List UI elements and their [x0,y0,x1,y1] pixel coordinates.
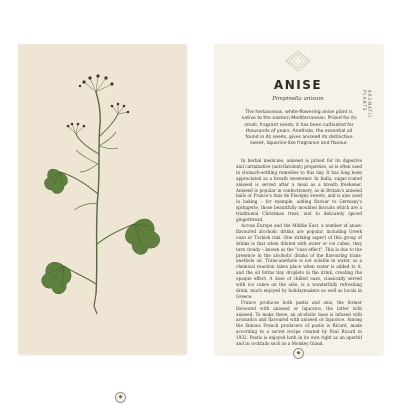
diamond-ornament-icon [284,50,312,72]
right-page-folio-mark: ◆ [293,348,304,359]
body-paragraph: France produces both pastis and anis, the former flavoured with aniseed or liquorice, the latter with aniseed. To make these, an alcoholic base is infused with aromatics and flavoured with aniseed or liquorice. Among the famous French producers of pastis is Ricard, made according to a secret recipe created by Paul Ricard in 1932. Pastis is enjoyed both in its own right as an aperitif and in cocktails such as a Monkey Gland. [236,299,362,347]
left-page-folio-mark: ◆ [115,392,126,403]
entry-body [236,158,362,347]
body-paragraph: In herbal medicine, aniseed is prized for its digestive and carminative (anti-flatulent) properties, so is often used in stomach-settling remedies to this day. It has long been appreciated as a breath sweetener. In India, sugar-coated aniseed is served after a meal as a breath freshener. Aniseed is popular in confectionery, as in Britain's aniseed balls or France's Anis de Flavigny sweets, and is also used in baking – for example, adding flavour to Germany's springerle, those beautifully moulded biscuits which are a traditional Christmas treat, and to delicately spiced gingerbread. [236,158,362,223]
chapter-side-label: AROMATIC PLANTS [362,90,372,119]
entry-intro: The herbaceous, white-flowering anise plant is native to the eastern Mediterranean. Prized for its small, fragrant seeds, it has been cultivated for thousands of years. Anethole, the essential oil found in its seeds, gives aniseed its distinctive sweet, liquorice-like fragrance and flavour. [241,110,357,147]
entry-title: ANISE [273,78,323,92]
entry-botanical-name: Pimpinella anisum [272,96,324,102]
body-paragraph: Across Europe and the Middle East, a number of anise-flavoured alcoholic drinks are popular, including Greek ouzo or Turkish raki. One striking aspect of this group of drinks is that when diluted with water or ice cubes, they turn cloudy – known as the "ouzo effect". This is due to the presence in the alcoholic drinks of the flavouring trans-anethole oil. Trans-anethole is not soluble in water, so a chemical reaction takes place when water is added to it, and the oil forms tiny droplets in the drink, creating the opaque effect. A dose of chilled ouzo, classically served with ice cubes on the side, is a wonderfully refreshing drink, much enjoyed by holidaymakers as well as locals in Greece. [236,222,362,299]
anise-plant-illustration [18,44,186,354]
left-page [18,44,186,400]
